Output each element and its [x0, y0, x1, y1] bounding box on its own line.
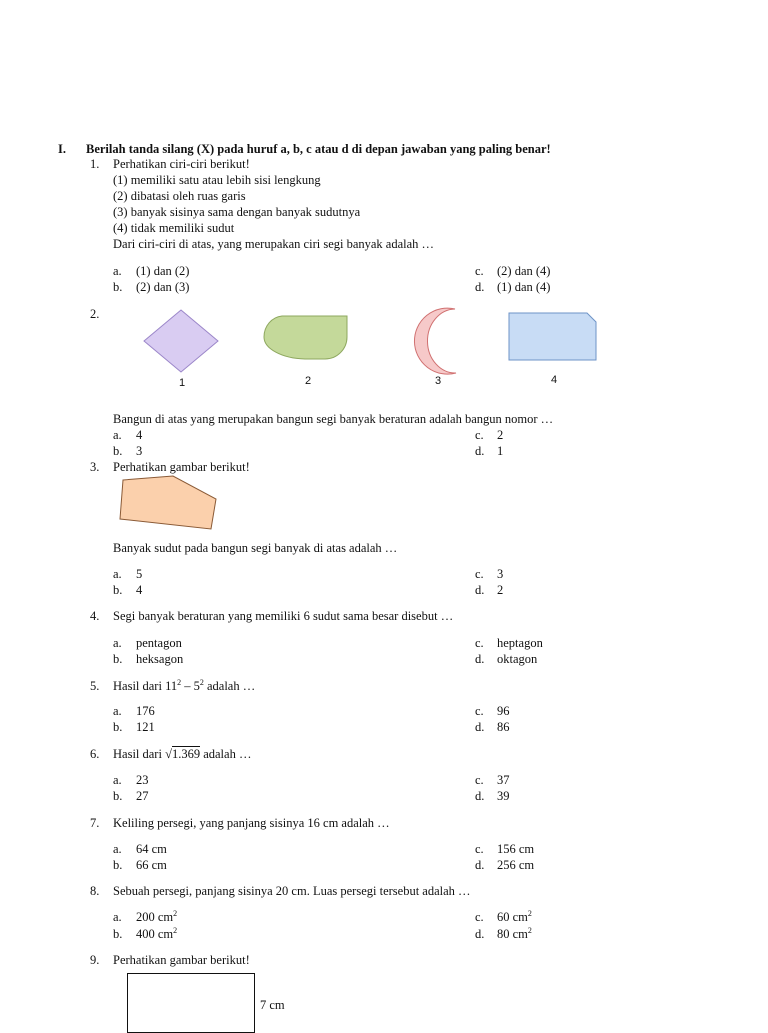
option-value: 60 cm: [497, 910, 528, 924]
option-text[interactable]: 3: [136, 444, 143, 458]
q3-intro: Perhatikan gambar berikut!: [113, 460, 250, 474]
option-value: 80 cm: [497, 927, 528, 941]
option-text[interactable]: 4: [136, 428, 143, 442]
option-text[interactable]: [136, 910, 177, 925]
option-letter[interactable]: a.: [113, 428, 122, 442]
option-letter[interactable]: b.: [113, 583, 123, 597]
unit-exponent: 2: [173, 926, 178, 935]
option-text[interactable]: 256 cm: [497, 858, 535, 872]
q9-intro: Perhatikan gambar berikut!: [113, 953, 250, 967]
crescent-shape: [400, 307, 462, 377]
option-text[interactable]: 96: [497, 704, 510, 718]
q4-question: Segi banyak beraturan yang memiliki 6 sudut sama besar disebut …: [113, 609, 454, 623]
option-letter[interactable]: c.: [475, 704, 484, 718]
option-letter[interactable]: c.: [475, 428, 484, 442]
unit-exponent: 2: [527, 909, 532, 918]
option-text[interactable]: 23: [136, 773, 149, 787]
option-letter[interactable]: a.: [113, 636, 122, 650]
option-letter[interactable]: b.: [113, 652, 123, 666]
q5-prefix: Hasil dari 11: [113, 679, 178, 693]
option-value: 200 cm: [136, 910, 174, 924]
option-text[interactable]: 2: [497, 583, 504, 597]
option-text[interactable]: 2: [497, 428, 504, 442]
q1-line: (4) tidak memiliki sudut: [113, 221, 235, 235]
q7-question: Keliling persegi, yang panjang sisinya 16 cm adalah …: [113, 816, 390, 830]
q5-exponent-2: 2: [199, 678, 204, 687]
option-text[interactable]: 3: [497, 567, 504, 581]
option-letter[interactable]: d.: [475, 583, 485, 597]
option-letter[interactable]: c.: [475, 773, 484, 787]
option-text[interactable]: 121: [136, 720, 155, 734]
q3-question: Banyak sudut pada bangun segi banyak di atas adalah …: [113, 541, 398, 555]
question-number-7: 7.: [90, 816, 100, 830]
option-text[interactable]: 66 cm: [136, 858, 167, 872]
pentagon-rect-shape: [506, 311, 600, 363]
option-letter[interactable]: d.: [475, 927, 485, 941]
q1-line: (1) memiliki satu atau lebih sisi lengkung: [113, 173, 321, 187]
semicircle-shape: [262, 315, 352, 363]
q6-radicand: 1.369: [171, 747, 201, 761]
q1-line: Perhatikan ciri-ciri berikut!: [113, 157, 250, 171]
option-letter[interactable]: d.: [475, 444, 485, 458]
option-text[interactable]: (1) dan (2): [136, 264, 190, 278]
option-text[interactable]: 176: [136, 704, 155, 718]
q5-middle: – 5: [181, 679, 200, 693]
option-text[interactable]: 37: [497, 773, 510, 787]
option-text[interactable]: [497, 910, 532, 925]
option-letter[interactable]: a.: [113, 773, 122, 787]
option-text[interactable]: 64 cm: [136, 842, 167, 856]
option-letter[interactable]: c.: [475, 264, 484, 278]
shape-label-1: 1: [178, 377, 186, 389]
q1-line: (3) banyak sisinya sama dengan banyak sudutnya: [113, 205, 361, 219]
option-letter[interactable]: d.: [475, 789, 485, 803]
question-number-8: 8.: [90, 884, 100, 898]
option-letter[interactable]: d.: [475, 652, 485, 666]
option-letter[interactable]: b.: [113, 444, 123, 458]
option-letter[interactable]: d.: [475, 858, 485, 872]
option-text[interactable]: 5: [136, 567, 143, 581]
option-letter[interactable]: c.: [475, 567, 484, 581]
option-text[interactable]: (2) dan (4): [497, 264, 551, 278]
q5-exponent-1: 2: [177, 678, 182, 687]
shape-label-2: 2: [304, 375, 312, 387]
option-letter[interactable]: b.: [113, 927, 123, 941]
section-instruction: Berilah tanda silang (X) pada huruf a, b, c atau d di depan jawaban yang paling benar!: [86, 142, 551, 156]
option-letter[interactable]: b.: [113, 720, 123, 734]
option-text[interactable]: (1) dan (4): [497, 280, 551, 294]
question-number-6: 6.: [90, 747, 100, 761]
rectangle-figure: [127, 973, 255, 1033]
option-text[interactable]: [497, 927, 532, 942]
question-number-9: 9.: [90, 953, 100, 967]
option-text[interactable]: 27: [136, 789, 149, 803]
q1-line: (2) dibatasi oleh ruas garis: [113, 189, 246, 203]
q2-question: Bangun di atas yang merupakan bangun segi banyak beraturan adalah bangun nomor …: [113, 412, 554, 426]
option-text[interactable]: pentagon: [136, 636, 182, 650]
shape-label-4: 4: [550, 374, 558, 386]
q1-line: Dari ciri-ciri di atas, yang merupakan ciri segi banyak adalah …: [113, 237, 435, 251]
option-letter[interactable]: c.: [475, 842, 484, 856]
option-letter[interactable]: b.: [113, 858, 123, 872]
option-letter[interactable]: a.: [113, 567, 122, 581]
shape-label-3: 3: [434, 375, 442, 387]
irregular-pentagon-shape: [118, 474, 220, 532]
question-number-4: 4.: [90, 609, 100, 623]
option-text[interactable]: heksagon: [136, 652, 184, 666]
option-letter[interactable]: c.: [475, 910, 484, 924]
option-text[interactable]: 39: [497, 789, 510, 803]
diamond-shape: [140, 308, 222, 374]
q5-question: [113, 679, 255, 694]
option-value: 400 cm: [136, 927, 174, 941]
section-number: I.: [58, 142, 66, 156]
option-text[interactable]: 4: [136, 583, 143, 597]
option-text[interactable]: 86: [497, 720, 510, 734]
option-letter[interactable]: a.: [113, 704, 122, 718]
q6-prefix: Hasil dari: [113, 747, 166, 761]
q6-question: [113, 747, 251, 762]
option-letter[interactable]: c.: [475, 636, 484, 650]
question-number-5: 5.: [90, 679, 100, 693]
option-text[interactable]: oktagon: [497, 652, 538, 666]
q8-question: Sebuah persegi, panjang sisinya 20 cm. Luas persegi tersebut adalah …: [113, 884, 471, 898]
option-letter[interactable]: a.: [113, 264, 122, 278]
radical-sign: √: [165, 747, 172, 761]
question-number-3: 3.: [90, 460, 100, 474]
option-letter[interactable]: d.: [475, 720, 485, 734]
dimension-label: 7 cm: [260, 998, 285, 1012]
unit-exponent: 2: [527, 926, 532, 935]
q5-suffix: adalah …: [203, 679, 256, 693]
option-text[interactable]: (2) dan (3): [136, 280, 190, 294]
question-number-1: 1.: [90, 157, 100, 171]
option-text[interactable]: heptagon: [497, 636, 543, 650]
option-letter[interactable]: b.: [113, 280, 123, 294]
option-text[interactable]: 1: [497, 444, 504, 458]
q6-suffix: adalah …: [200, 747, 252, 761]
option-letter[interactable]: b.: [113, 789, 123, 803]
question-number-2: 2.: [90, 307, 100, 321]
unit-exponent: 2: [173, 909, 178, 918]
option-text[interactable]: 156 cm: [497, 842, 535, 856]
option-text[interactable]: [136, 927, 177, 942]
option-letter[interactable]: a.: [113, 842, 122, 856]
option-letter[interactable]: d.: [475, 280, 485, 294]
option-letter[interactable]: a.: [113, 910, 122, 924]
